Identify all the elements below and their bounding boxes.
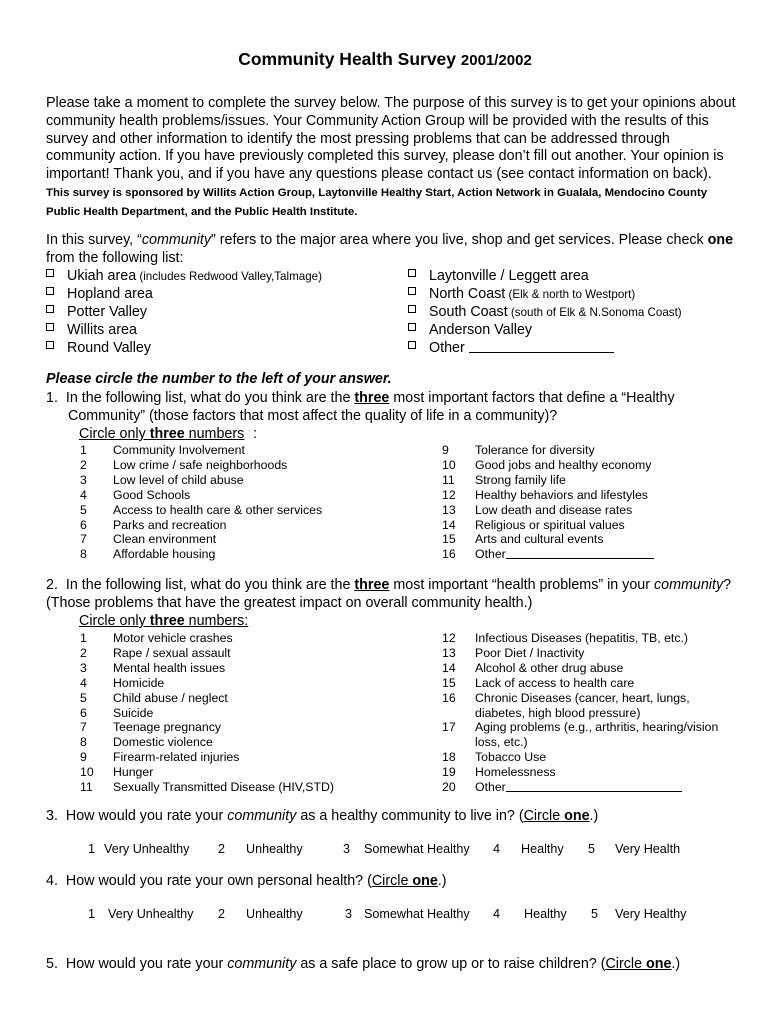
circle-instruction: Please circle the number to the left of your answer.	[46, 371, 392, 387]
q2-option-8[interactable]	[80, 735, 380, 750]
q2-option-12[interactable]	[442, 631, 742, 646]
q1-option-4[interactable]	[80, 488, 380, 503]
q1-circle-instruction	[79, 426, 244, 442]
area-option-south-coast[interactable]	[408, 303, 682, 321]
option-number[interactable]: 10	[442, 457, 456, 472]
option-label-text: Chronic Diseases (cancer, heart, lungs,	[475, 690, 690, 705]
survey-title	[0, 49, 770, 70]
option-label-text: Religious or spiritual values	[475, 517, 625, 532]
q4-circle: Circle	[371, 873, 413, 889]
question-number: 2.	[46, 577, 58, 593]
option-label	[475, 691, 690, 721]
q2-option-4[interactable]	[80, 676, 380, 691]
option-label-text: Firearm-related injuries	[113, 750, 240, 765]
area-label: Potter Valley	[67, 304, 147, 320]
checkbox-icon[interactable]	[46, 341, 54, 349]
option-label	[113, 503, 322, 518]
intro-paragraph	[46, 95, 736, 222]
option-number[interactable]: 15	[442, 532, 456, 547]
area-label: South Coast	[429, 304, 508, 320]
area-option-north-coast[interactable]	[408, 285, 635, 303]
q5-community: community	[227, 956, 297, 972]
checkbox-icon[interactable]	[46, 323, 54, 331]
option-label-text: Other	[475, 780, 506, 794]
rating-label-5: Very Healthy	[615, 907, 687, 921]
q2-text-c: ? (Those problems that have the greatest impact on overall community health.)	[46, 577, 732, 611]
option-label-text: Suicide	[113, 705, 154, 720]
rating-number-1[interactable]: 1	[88, 907, 96, 921]
area-note: (Elk & north to Westport)	[505, 288, 636, 301]
question-4	[46, 873, 736, 891]
q1-circle-colon: :	[253, 426, 257, 442]
q1-text-b: most important factors that define a “Healthy Community” (those factors that most affect the quality of life in a community)?	[68, 390, 675, 424]
question-number: 3.	[46, 808, 58, 824]
community-definition	[46, 232, 736, 268]
option-label-text: Motor vehicle crashes	[113, 631, 233, 645]
area-note: (south of Elk & N.Sonoma Coast)	[507, 306, 682, 319]
rating-number-5[interactable]: 5	[591, 907, 599, 921]
q2-option-18[interactable]	[442, 750, 742, 765]
option-label	[113, 720, 221, 735]
q2-text-b: most important “health problems” in your	[389, 577, 654, 593]
option-number[interactable]: 17	[442, 720, 456, 735]
option-number[interactable]: 3	[80, 472, 87, 487]
q1-option-2[interactable]	[80, 458, 380, 473]
option-label-text: Healthy behaviors and lifestyles	[475, 487, 648, 502]
option-label	[113, 691, 228, 706]
q2-option-10[interactable]	[80, 765, 380, 780]
option-label	[113, 518, 226, 533]
rating-number-5[interactable]: 5	[588, 842, 596, 856]
q2-option-3[interactable]	[80, 661, 380, 676]
area-checklist	[46, 267, 736, 359]
checkbox-icon[interactable]	[408, 323, 416, 331]
option-label	[475, 646, 584, 661]
other-write-in-field[interactable]	[506, 547, 654, 559]
rating-label-2: Unhealthy	[246, 907, 303, 921]
checkbox-icon[interactable]	[408, 269, 416, 277]
option-label-text-2: loss, etc.)	[475, 735, 528, 750]
area-option-laytonville[interactable]	[408, 267, 589, 285]
sponsor-text: This survey is sponsored by Willits Action Group, Laytonville Healthy Start, Action Network in Gualala, Mendocino County Public Health Department, and the Public Health Institute.	[46, 186, 708, 218]
area-label: North Coast	[429, 286, 506, 302]
area-label: Hopland area	[67, 286, 153, 302]
option-number[interactable]: 14	[442, 517, 456, 532]
option-label	[113, 547, 215, 562]
area-label: Laytonville / Leggett area	[429, 268, 589, 284]
q1-option-10[interactable]	[442, 458, 742, 473]
option-number[interactable]: 9	[442, 443, 449, 457]
option-number[interactable]: 5	[80, 502, 87, 517]
checkbox-icon[interactable]	[46, 305, 54, 313]
option-label-text: Low death and disease rates	[475, 502, 633, 517]
option-label	[113, 443, 245, 458]
def-text-2: ” refers to the major area where you live, shop and get services. Please check	[211, 232, 708, 248]
def-text-3: from the following list:	[46, 249, 184, 266]
other-write-in-field[interactable]	[506, 780, 682, 792]
option-label	[113, 631, 233, 646]
question-number: 1.	[46, 390, 58, 406]
option-label-text: Tobacco Use	[475, 750, 547, 765]
option-label	[475, 661, 623, 676]
rating-number-4[interactable]: 4	[493, 842, 501, 856]
option-label-text: Homicide	[113, 675, 165, 690]
option-label-text: Homelessness	[475, 765, 556, 780]
checkbox-icon[interactable]	[408, 287, 416, 295]
option-number[interactable]: 16	[442, 547, 456, 562]
q1-option-15[interactable]	[442, 532, 742, 547]
def-term: community	[141, 232, 211, 248]
q5-circle: Circle	[605, 956, 646, 972]
area-option-willits[interactable]	[46, 321, 137, 339]
q2-option-20[interactable]	[442, 780, 742, 795]
option-label	[475, 458, 651, 473]
area-label: Anderson Valley	[429, 322, 533, 338]
option-number[interactable]: 8	[80, 735, 87, 750]
option-number[interactable]: 2	[80, 457, 87, 472]
area-option-round-valley[interactable]	[46, 339, 151, 357]
option-number[interactable]: 4	[80, 675, 87, 690]
checkbox-icon[interactable]	[46, 287, 54, 295]
rating-label-3: Somewhat Healthy	[364, 907, 470, 921]
rating-label-3: Somewhat Healthy	[364, 842, 470, 856]
option-label	[475, 503, 632, 518]
q1-option-7[interactable]	[80, 532, 380, 547]
option-label-text: Poor Diet / Inactivity	[475, 645, 585, 660]
q2-three: three	[354, 577, 390, 593]
option-label	[475, 518, 625, 533]
q2-option-15[interactable]	[442, 676, 742, 691]
option-label-text: Lack of access to health care	[475, 675, 635, 690]
option-number[interactable]: 2	[80, 645, 87, 660]
option-label-text: Other	[475, 547, 506, 562]
option-number[interactable]: 5	[80, 690, 87, 705]
question-5	[46, 956, 736, 974]
title-year: 2001/2002	[460, 52, 532, 69]
q1-option-9[interactable]	[442, 443, 742, 458]
q1-option-3[interactable]	[80, 473, 380, 488]
q2-community: community	[653, 577, 724, 593]
option-number[interactable]: 10	[80, 765, 94, 780]
option-label-text: Arts and cultural events	[475, 532, 604, 547]
question-2-text	[46, 577, 736, 613]
q2-option-9[interactable]	[80, 750, 380, 765]
option-label	[475, 720, 718, 750]
q1-option-1[interactable]	[80, 443, 380, 458]
q1-text-a: In the following list, what do you think are the	[65, 390, 355, 406]
option-label	[113, 473, 244, 488]
option-number[interactable]: 6	[80, 705, 87, 720]
q2-option-2[interactable]	[80, 646, 380, 661]
q2-option-7[interactable]	[80, 720, 380, 735]
area-label: Round Valley	[67, 340, 151, 356]
option-number[interactable]: 16	[442, 690, 456, 705]
option-label	[475, 780, 682, 795]
q2-option-16[interactable]	[442, 691, 742, 721]
option-label	[475, 532, 604, 547]
option-label-text: Low level of child abuse	[113, 472, 244, 487]
option-label-text: Access to health care & other services	[113, 502, 323, 517]
area-label: Ukiah area	[67, 268, 137, 284]
option-number[interactable]: 19	[442, 765, 456, 780]
q5-text-a: How would you rate your	[65, 956, 228, 972]
q3-community: community	[227, 808, 297, 824]
q1-option-5[interactable]	[80, 503, 380, 518]
option-label	[475, 443, 595, 458]
rating-number-2[interactable]: 2	[218, 842, 226, 856]
q4-text-a: How would you rate your own personal health? (	[65, 873, 372, 889]
area-option-ukiah[interactable]	[46, 267, 322, 285]
option-label-text: Strong family life	[475, 472, 566, 487]
q2-circle-instruction	[79, 613, 248, 629]
question-2	[46, 577, 736, 613]
intro-text: Please take a moment to complete the survey below. The purpose of this survey is to get your opinions about community health problems/issues. Your Community Action Group will be provided with the results of this survey and other information to identify the most pressing problems that can be addressed through community action. If you have previously completed this survey, please don’t fill out another. Your opinion is important! Thank you, and if you have any questions please contact us (see contact information on back).	[46, 95, 736, 183]
rating-number-2[interactable]: 2	[218, 907, 226, 921]
option-number[interactable]: 20	[442, 780, 456, 794]
q2-option-1[interactable]	[80, 631, 380, 646]
option-number[interactable]: 12	[442, 631, 456, 645]
option-label-text: Aging problems (e.g., arthritis, hearing/vision	[475, 720, 719, 735]
option-number[interactable]: 1	[80, 631, 87, 645]
q1-option-16[interactable]	[442, 547, 742, 562]
other-area-field[interactable]	[469, 340, 614, 353]
option-label	[475, 765, 556, 780]
option-number[interactable]: 11	[80, 780, 93, 794]
q3-text-a: How would you rate your	[65, 808, 228, 824]
rating-number-4[interactable]: 4	[493, 907, 501, 921]
area-option-hopland[interactable]	[46, 285, 153, 303]
option-label	[113, 458, 287, 473]
option-label	[475, 750, 546, 765]
option-label	[475, 547, 654, 562]
area-option-other[interactable]	[408, 339, 614, 357]
option-label	[113, 706, 153, 721]
option-label-text: Tolerance for diversity	[475, 443, 595, 457]
option-number[interactable]: 3	[80, 660, 87, 675]
checkbox-icon[interactable]	[408, 341, 416, 349]
option-label-text: Clean environment	[113, 532, 217, 547]
option-number[interactable]: 15	[442, 675, 456, 690]
option-number[interactable]: 18	[442, 750, 456, 765]
option-label	[113, 488, 190, 503]
q2-text-a: In the following list, what do you think are the	[65, 577, 355, 593]
option-label	[113, 765, 153, 780]
def-one: one	[707, 232, 734, 248]
q5-text-c: .)	[671, 956, 681, 972]
q4-text-c: .)	[437, 873, 447, 889]
q1-option-8[interactable]	[80, 547, 380, 562]
q3-text-b: as a healthy community to live in? (	[296, 808, 524, 824]
option-label	[113, 750, 239, 765]
rating-number-1[interactable]: 1	[88, 842, 96, 856]
rating-label-1: Very Unhealthy	[104, 842, 190, 856]
option-number[interactable]: 7	[80, 720, 87, 735]
question-1	[46, 390, 736, 426]
rating-label-4: Healthy	[521, 842, 564, 856]
title-text: Community Health Survey	[238, 49, 457, 69]
q3-circle: Circle	[523, 808, 565, 824]
q2-option-13[interactable]	[442, 646, 742, 661]
option-label	[113, 676, 164, 691]
checkbox-icon[interactable]	[408, 305, 416, 313]
question-number: 4.	[46, 873, 58, 889]
q2-option-11[interactable]	[80, 780, 380, 795]
q1-option-11[interactable]	[442, 473, 742, 488]
option-label-text: Teenage pregnancy	[113, 720, 222, 735]
q3-text-c: .)	[589, 808, 599, 824]
option-label-text: Mental health issues	[113, 660, 226, 675]
checkbox-icon[interactable]	[46, 269, 54, 277]
option-label-text: Parks and recreation	[113, 517, 227, 532]
area-label: Other	[429, 340, 465, 356]
rating-label-5: Very Health	[615, 842, 681, 856]
option-label-text: Community Involvement	[113, 443, 245, 457]
option-label-text: Infectious Diseases (hepatitis, TB, etc.)	[475, 631, 689, 645]
option-number[interactable]: 8	[80, 547, 87, 562]
option-number[interactable]: 9	[80, 750, 87, 765]
option-label-text: Low crime / safe neighborhoods	[113, 457, 288, 472]
option-label-text: Alcohol & other drug abuse	[475, 660, 624, 675]
option-number[interactable]: 13	[442, 502, 456, 517]
area-option-anderson-valley[interactable]	[408, 321, 532, 339]
q2-option-19[interactable]	[442, 765, 742, 780]
option-label	[475, 473, 566, 488]
q1-option-12[interactable]	[442, 488, 742, 503]
option-label-text: Good Schools	[113, 487, 191, 502]
area-option-potter-valley[interactable]	[46, 303, 147, 321]
q2-circle-three: three	[149, 613, 185, 629]
q3-one: one	[564, 808, 590, 824]
option-number[interactable]: 7	[80, 532, 87, 547]
option-number[interactable]: 6	[80, 517, 87, 532]
option-label-text: Rape / sexual assault	[113, 645, 231, 660]
rating-number-3[interactable]: 3	[345, 907, 353, 921]
area-note: (includes Redwood Valley,Talmage)	[136, 270, 322, 283]
rating-label-1: Very Unhealthy	[108, 907, 194, 921]
option-label-text: Domestic violence	[113, 735, 213, 750]
option-label	[475, 488, 648, 503]
option-label	[475, 676, 634, 691]
rating-label-2: Unhealthy	[246, 842, 303, 856]
option-number[interactable]: 12	[442, 487, 456, 502]
option-number[interactable]: 1	[80, 443, 87, 457]
option-label-text: Good jobs and healthy economy	[475, 457, 652, 472]
option-label-text: Child abuse / neglect	[113, 690, 228, 705]
option-number[interactable]: 4	[80, 487, 87, 502]
option-label	[113, 780, 334, 795]
option-number[interactable]: 14	[442, 660, 456, 675]
option-label	[475, 631, 688, 646]
area-label: Willits area	[67, 322, 137, 338]
q2-circle-b: numbers:	[184, 613, 249, 629]
question-number: 5.	[46, 956, 58, 972]
option-label	[113, 646, 231, 661]
option-label-text: Hunger	[113, 765, 154, 780]
q1-option-13[interactable]	[442, 503, 742, 518]
q1-option-6[interactable]	[80, 518, 380, 533]
q5-text-b: as a safe place to grow up or to raise children? (	[296, 956, 606, 972]
rating-label-4: Healthy	[524, 907, 567, 921]
option-label-text: Affordable housing	[113, 547, 216, 562]
def-text-1: In this survey, “	[46, 232, 142, 248]
q1-option-14[interactable]	[442, 518, 742, 533]
q2-circle-a: Circle only	[79, 613, 150, 629]
q1-three: three	[354, 390, 390, 406]
q2-option-17[interactable]	[442, 720, 742, 750]
q1-circle-three: three	[149, 426, 185, 442]
option-label-text: Sexually Transmitted Disease (HIV,STD)	[113, 780, 334, 794]
option-label	[113, 532, 216, 547]
question-3	[46, 808, 736, 826]
option-number[interactable]: 13	[442, 645, 456, 660]
q5-one: one	[646, 956, 672, 972]
option-label	[113, 661, 225, 676]
option-number[interactable]: 11	[442, 472, 455, 487]
q1-circle-a: Circle only	[79, 426, 150, 442]
q2-option-14[interactable]	[442, 661, 742, 676]
q4-one: one	[412, 873, 438, 889]
rating-number-3[interactable]: 3	[343, 842, 351, 856]
q1-circle-b: numbers	[184, 426, 245, 442]
q2-option-5[interactable]	[80, 691, 380, 706]
question-1-text	[46, 390, 736, 426]
option-label	[113, 735, 213, 750]
q2-option-6[interactable]	[80, 706, 380, 721]
option-label-text-2: diabetes, high blood pressure)	[475, 705, 641, 720]
